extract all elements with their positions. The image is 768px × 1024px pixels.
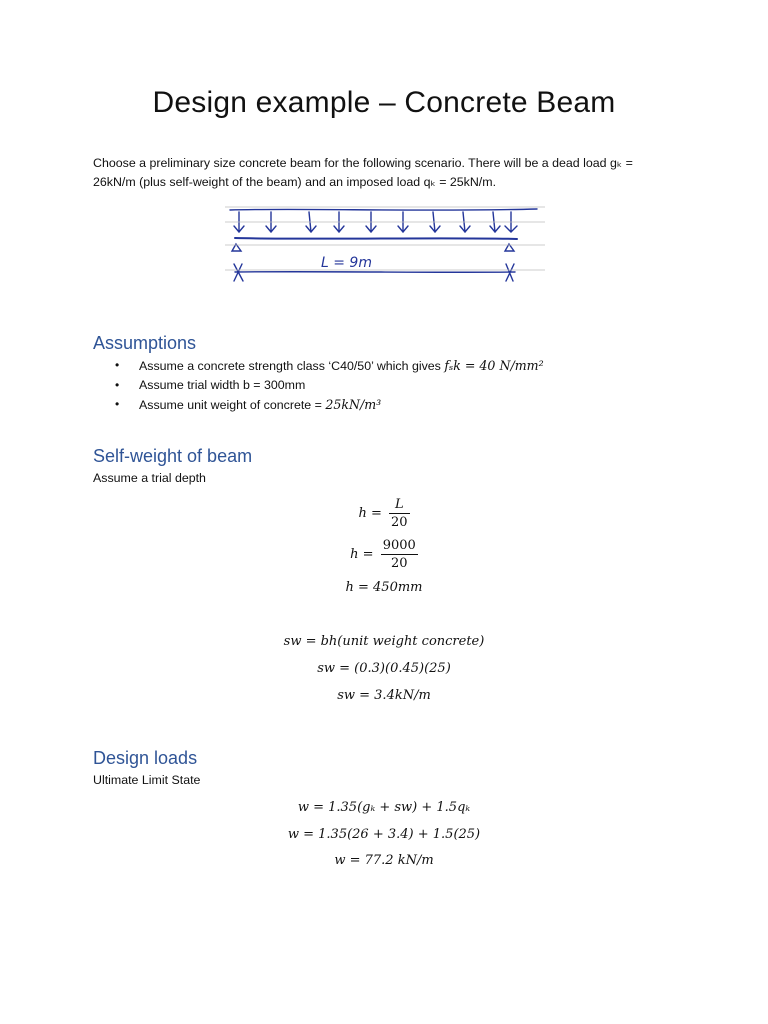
intro-paragraph: Choose a preliminary size concrete beam for the following scenario. There will be a dead load gₖ = 26kN/m (plus self-weight of the beam) and an imposed load qₖ = 25kN/m. — [93, 156, 633, 189]
selfweight-heading: Self-weight of beam — [93, 446, 253, 466]
beam-sketch — [225, 204, 545, 288]
span-label: L = 9m — [321, 255, 372, 271]
list-item: • Assume trial width b = 300mm — [115, 378, 306, 392]
equation-w-formula: w = 1.35(gₖ + sw) + 1.5qₖ — [297, 800, 471, 815]
design-loads-heading: Design loads — [93, 748, 198, 768]
equation-sw-formula: sw = bh(unit weight concrete) — [283, 634, 485, 649]
equation-h-result: h = 450mm — [345, 580, 423, 595]
list-item: • Assume a concrete strength class ‘C40/50’ which gives fₛk = 40 N/mm² — [115, 358, 544, 373]
equation-w-result: w = 77.2 kN/m — [334, 853, 434, 868]
assumptions-list — [93, 356, 544, 415]
equation-sw-result: sw = 3.4kN/m — [337, 688, 431, 703]
equation-sw-values: sw = (0.3)(0.45)(25) — [317, 661, 451, 676]
design-loads-subtext: Ultimate Limit State — [93, 773, 201, 787]
list-item: • Assume unit weight of concrete = 25kN/m³ — [115, 397, 382, 412]
equation-h-value: h = $\frac{9000}{20}$ — [350, 538, 416, 571]
assumptions-heading: Assumptions — [93, 333, 197, 353]
page-title: Design example – Concrete Beam — [152, 86, 616, 119]
selfweight-subtext: Assume a trial depth — [93, 471, 206, 485]
beam-line — [235, 238, 517, 239]
equation-w-values: w = 1.35(26 + 3.4) + 1.5(25) — [287, 827, 481, 842]
equation-h-ratio: h = $\frac{L}{20}$ — [358, 497, 408, 530]
